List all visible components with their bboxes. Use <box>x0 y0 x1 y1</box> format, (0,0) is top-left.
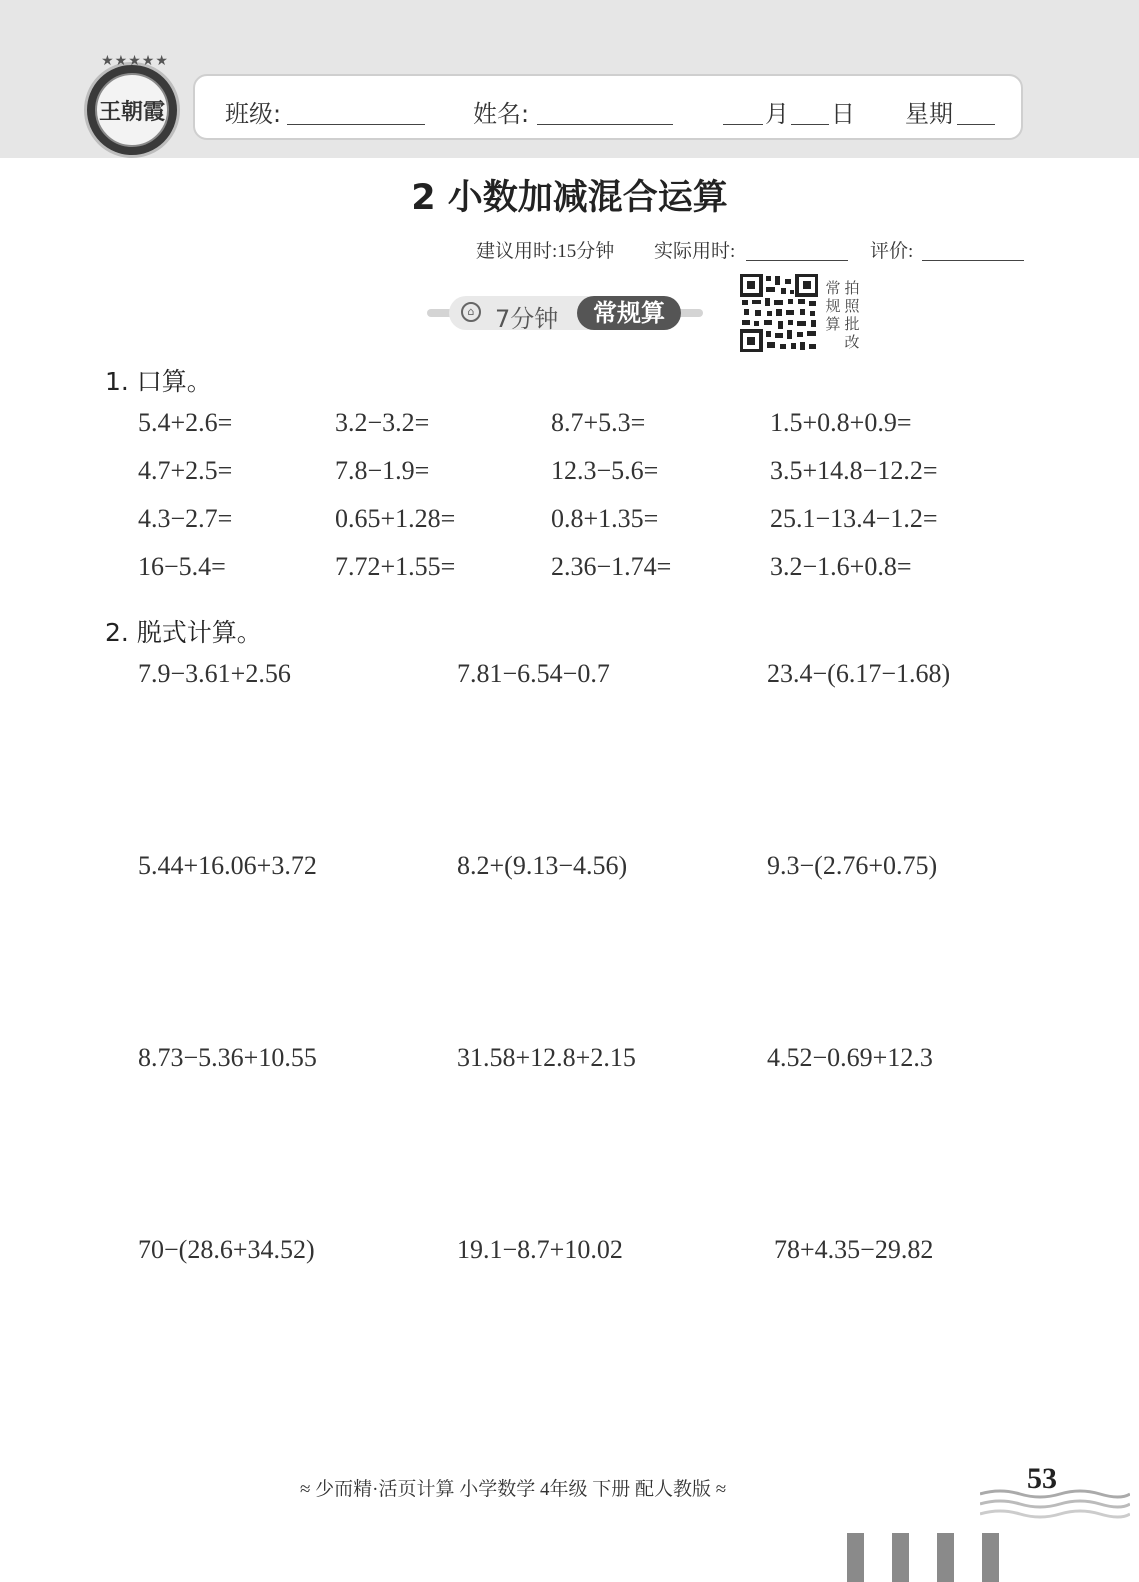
day-field[interactable] <box>791 124 829 125</box>
rating-label: 评价: <box>870 241 914 262</box>
weekday-field[interactable] <box>957 124 995 125</box>
badge-time: 7分钟 <box>495 305 559 333</box>
step-problem: 70−(28.6+34.52) <box>138 1235 315 1264</box>
oral-problem: 7.8−1.9= <box>335 456 430 485</box>
timer-badge <box>449 296 681 333</box>
step-problem: 78+4.35−29.82 <box>774 1235 934 1264</box>
brand-logo <box>84 53 180 158</box>
rating-field[interactable] <box>922 260 1024 261</box>
oral-problem: 3.2−3.2= <box>335 408 430 437</box>
oral-problem: 5.4+2.6= <box>138 408 233 437</box>
step-problem: 8.2+(9.13−4.56) <box>457 851 628 880</box>
wave-decoration-icon <box>980 1488 1130 1522</box>
oral-problem: 3.2−1.6+0.8= <box>770 552 912 581</box>
qr-caption-2: 拍照批改 <box>844 281 860 351</box>
suggested-time: 建议用时:15分钟 <box>476 241 615 262</box>
step-problem: 31.58+12.8+2.15 <box>457 1043 636 1072</box>
qr-code-icon[interactable] <box>740 274 818 352</box>
section-2-heading: 2. 脱式计算。 <box>105 618 262 647</box>
footer-text: ≈ 少而精·活页计算 小学数学 4年级 下册 配人教版 ≈ <box>300 1479 727 1500</box>
step-problem: 23.4−(6.17−1.68) <box>767 659 951 688</box>
oral-problem: 0.8+1.35= <box>551 504 659 533</box>
oral-problem: 3.5+14.8−12.2= <box>770 456 938 485</box>
page-edge-tab <box>937 1533 954 1582</box>
day-label: 日 <box>831 100 855 128</box>
medal-icon: ⌂ <box>461 302 481 322</box>
page-edge-tab <box>982 1533 999 1582</box>
logo-text: 王朝霞 <box>95 73 169 147</box>
page-title: 2 小数加减混合运算 <box>411 178 728 218</box>
step-problem: 19.1−8.7+10.02 <box>457 1235 623 1264</box>
section-1-heading: 1. 口算。 <box>105 367 212 396</box>
badge-label: 常规算 <box>577 296 681 330</box>
oral-problem: 0.65+1.28= <box>335 504 456 533</box>
step-problem: 8.73−5.36+10.55 <box>138 1043 317 1072</box>
step-problem: 9.3−(2.76+0.75) <box>767 851 938 880</box>
oral-problem: 7.72+1.55= <box>335 552 456 581</box>
oral-problem: 1.5+0.8+0.9= <box>770 408 912 437</box>
month-field[interactable] <box>723 124 763 125</box>
page-number: 53 <box>1027 1462 1057 1495</box>
page-edge-tab <box>847 1533 864 1582</box>
step-problem: 7.9−3.61+2.56 <box>138 659 291 688</box>
oral-problem: 25.1−13.4−1.2= <box>770 504 938 533</box>
student-info-box <box>193 74 1023 140</box>
step-problem: 4.52−0.69+12.3 <box>767 1043 933 1072</box>
oral-problem: 8.7+5.3= <box>551 408 646 437</box>
class-label: 班级: <box>225 100 282 128</box>
name-field[interactable] <box>537 124 673 125</box>
step-problem: 5.44+16.06+3.72 <box>138 851 317 880</box>
page-edge-tab <box>892 1533 909 1582</box>
oral-problem: 16−5.4= <box>138 552 226 581</box>
star-icon: ★★★★★ <box>101 53 169 69</box>
step-problem: 7.81−6.54−0.7 <box>457 659 610 688</box>
oral-problem: 4.3−2.7= <box>138 504 233 533</box>
actual-time-label: 实际用时: <box>654 241 736 262</box>
actual-time-field[interactable] <box>746 260 848 261</box>
qr-caption-1: 常规算 <box>825 281 841 333</box>
month-label: 月 <box>765 100 789 128</box>
oral-problem: 12.3−5.6= <box>551 456 659 485</box>
oral-problem: 2.36−1.74= <box>551 552 672 581</box>
oral-problem: 4.7+2.5= <box>138 456 233 485</box>
class-field[interactable] <box>287 124 425 125</box>
weekday-label: 星期 <box>905 100 953 128</box>
name-label: 姓名: <box>473 100 530 128</box>
